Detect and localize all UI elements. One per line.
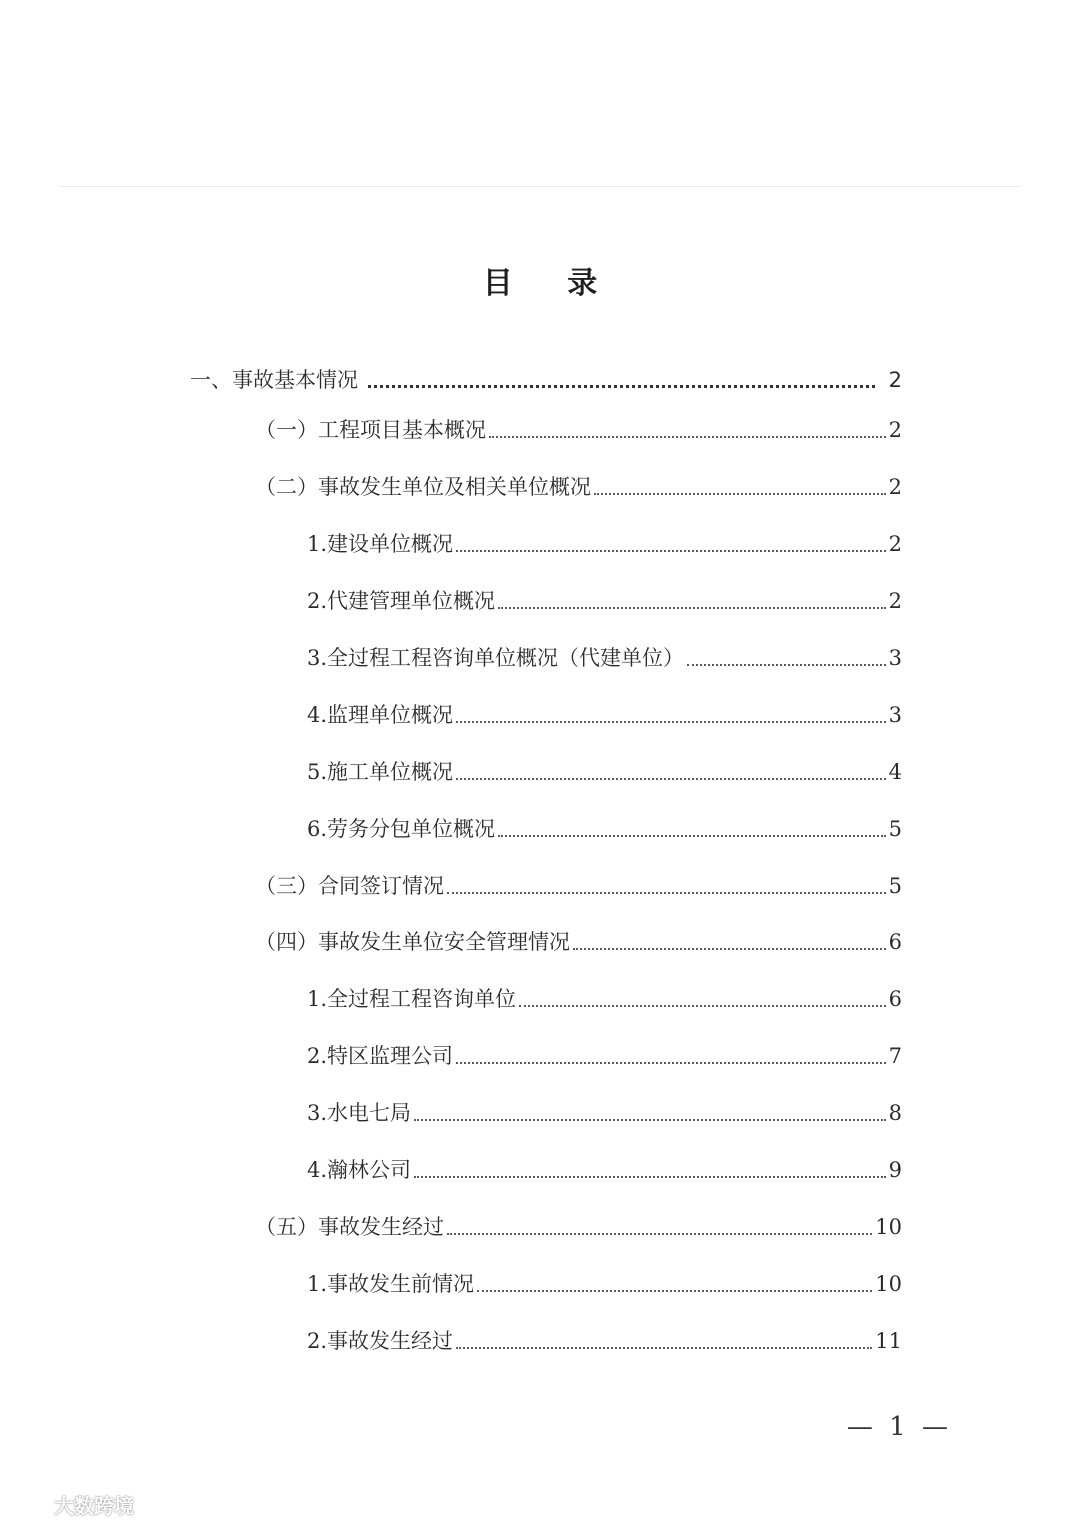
toc-entry-page: 5 (888, 817, 902, 841)
chat-bubble-logo-icon (12, 1493, 48, 1517)
toc-entry-label: 2.事故发生经过 (307, 1329, 454, 1353)
toc-entry-page: 11 (875, 1329, 902, 1353)
toc-entry-page: 2 (888, 418, 902, 442)
toc-entry-label: 6.劳务分包单位概况 (307, 817, 496, 841)
toc-dot-leader (519, 1005, 886, 1007)
toc-entry-page: 2 (888, 475, 902, 499)
toc-entry-label: 5.施工单位概况 (307, 760, 454, 784)
page-title: 目 录 (482, 266, 620, 301)
toc-entry-page: 6 (888, 930, 902, 954)
toc-dot-leader (414, 1176, 886, 1178)
toc-entry[interactable] (307, 979, 902, 1013)
toc-entry-label: （五）事故发生经过 (255, 1215, 444, 1239)
toc-entry-page: 9 (888, 1158, 902, 1182)
toc-entry-page: 3 (888, 646, 902, 670)
toc-dot-leader (456, 550, 886, 552)
toc-dot-leader (594, 493, 886, 495)
toc-entry[interactable] (307, 1150, 902, 1184)
toc-entry[interactable] (255, 866, 902, 900)
toc-entry-label: 3.水电七局 (307, 1101, 412, 1125)
toc-entry-page: 2 (888, 368, 902, 392)
toc-entry-label: （一）工程项目基本概况 (255, 418, 486, 442)
toc-entry-label: 1.建设单位概况 (307, 532, 454, 556)
toc-entry[interactable] (255, 1207, 902, 1241)
toc-entry-page: 10 (875, 1215, 902, 1239)
toc-entry-page: 5 (888, 874, 902, 898)
toc-entry-label: 3.全过程工程咨询单位概况（代建单位） (307, 646, 685, 670)
toc-entry-label: 1.事故发生前情况 (307, 1272, 475, 1296)
toc-dot-leader (456, 778, 886, 780)
toc-dot-leader (477, 1290, 872, 1292)
toc-dot-leader (368, 385, 875, 388)
toc-entry-label: 1.全过程工程咨询单位 (307, 987, 517, 1011)
toc-dot-leader (489, 436, 886, 438)
toc-dot-leader (498, 835, 886, 837)
toc-entry[interactable] (307, 581, 902, 615)
toc-entry[interactable] (307, 809, 902, 843)
toc-entry-label: （三）合同签订情况 (255, 874, 444, 898)
toc-entry[interactable] (255, 410, 902, 444)
toc-entry[interactable] (307, 1321, 902, 1355)
toc-entry-page: 7 (888, 1044, 902, 1068)
toc-dot-leader (456, 1347, 872, 1349)
toc-entry[interactable] (307, 695, 902, 729)
toc-entry[interactable] (190, 360, 902, 394)
toc-entry[interactable] (307, 638, 902, 672)
page-number: — 1 — (846, 1412, 952, 1442)
toc-entry[interactable] (255, 467, 902, 501)
toc-entry-page: 4 (888, 760, 902, 784)
toc-dot-leader (447, 892, 886, 894)
toc-entry-label: 2.特区监理公司 (307, 1044, 454, 1068)
toc-entry-page: 8 (888, 1101, 902, 1125)
toc-entry[interactable] (307, 752, 902, 786)
toc-entry[interactable] (255, 922, 902, 956)
toc-dot-leader (498, 607, 886, 609)
toc-entry-label: （四）事故发生单位安全管理情况 (255, 930, 570, 954)
toc-entry-page: 2 (888, 589, 902, 613)
toc-entry-label: 4.瀚林公司 (307, 1158, 412, 1182)
scan-edge-divider (60, 186, 1020, 187)
toc-entry-label: 一、事故基本情况 (190, 368, 358, 392)
toc-entry-page: 6 (888, 987, 902, 1011)
toc-dot-leader (447, 1233, 872, 1235)
toc-entry[interactable] (307, 1264, 902, 1298)
toc-entry-page: 10 (875, 1272, 902, 1296)
toc-entry[interactable] (307, 524, 902, 558)
toc-dot-leader (456, 721, 886, 723)
toc-dot-leader (456, 1062, 886, 1064)
toc-dot-leader (414, 1119, 886, 1121)
toc-entry[interactable] (307, 1093, 902, 1127)
watermark (12, 1490, 134, 1519)
toc-entry-page: 3 (888, 703, 902, 727)
toc-entry-label: 4.监理单位概况 (307, 703, 454, 727)
toc-dot-leader (687, 664, 886, 666)
toc-entry-label: （二）事故发生单位及相关单位概况 (255, 475, 591, 499)
watermark-text: 大数跨境 (54, 1494, 134, 1518)
toc-entry-page: 2 (888, 532, 902, 556)
toc-dot-leader (573, 948, 886, 950)
toc-entry[interactable] (307, 1036, 902, 1070)
toc-entry-label: 2.代建管理单位概况 (307, 589, 496, 613)
